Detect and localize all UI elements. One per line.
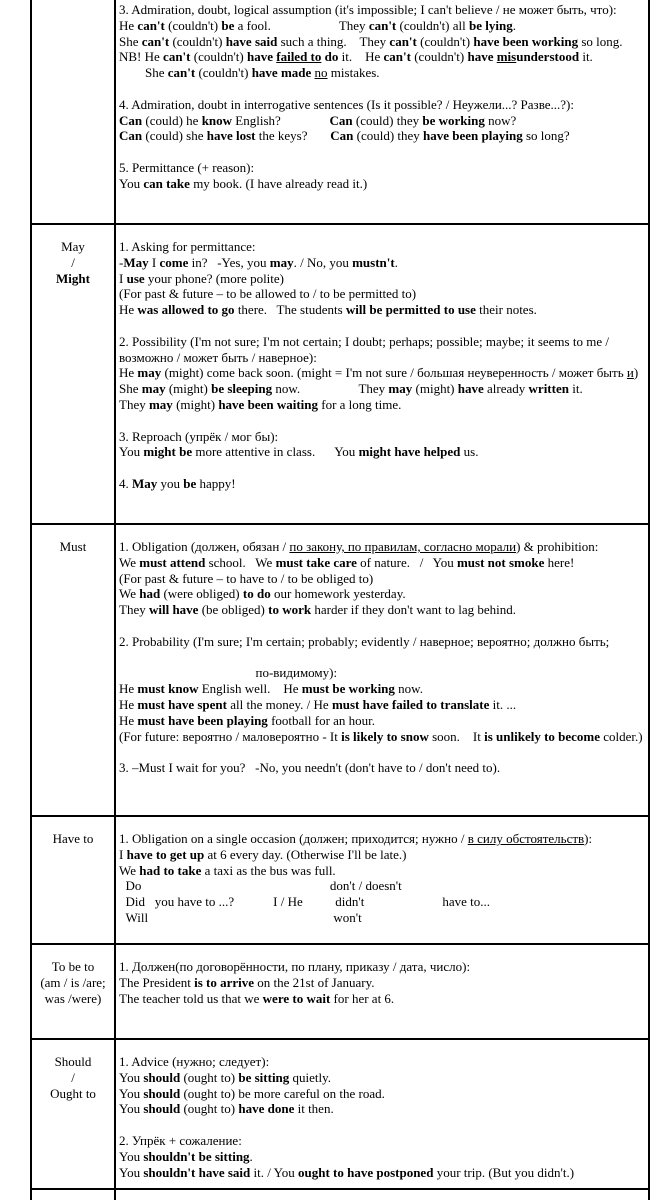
rule-content-cell [116,1190,648,1200]
text-segment: your phone? (more polite) [144,270,284,286]
text-segment: be [183,475,197,491]
text-segment: may [388,381,413,397]
text-segment: your trip. (But you didn't.) [433,1164,575,1180]
text-line [119,429,645,445]
text-segment: our homework yesterday. [270,586,406,602]
modal-label-line [32,255,114,271]
text-segment: will have [148,602,199,618]
text-segment: colder.) [600,728,643,744]
text-line [119,713,645,729]
text-segment: quietly. [289,1069,332,1085]
text-line [119,618,645,634]
text-segment: (might) [165,381,212,397]
text-segment: (could) he [142,112,202,128]
text-segment: 4. [119,475,132,491]
text-segment: ) [633,365,639,381]
text-segment: there. The students [234,302,346,318]
text-segment: 2. Упрёк + сожаление: [119,1132,242,1148]
text-segment: Must [59,539,87,554]
text-segment: might be [143,444,193,460]
modal-label-line [32,959,114,975]
text-line [119,476,645,492]
text-segment: have made [251,65,312,81]
text-segment: be lying [469,17,513,33]
text-line [119,381,645,397]
text-segment: to do [242,586,271,602]
text-segment: failed to [276,49,322,65]
text-segment: (couldn't) [190,49,247,65]
text-segment: . / No, you [293,254,353,270]
text-segment: 1. Asking for permittance: [119,239,256,254]
text-segment: (ought to) [180,1069,239,1085]
text-segment: mis [496,49,517,65]
text-segment: had [139,586,161,602]
modal-label-cell [32,1190,116,1200]
text-line [119,144,645,160]
text-line [119,602,645,618]
text-line [119,18,645,34]
text-segment: 1. Advice (нужно; следует): [119,1054,270,1069]
text-segment: more attentive in class. You [192,444,359,460]
table-row-may-might [32,225,648,525]
text-segment: - [119,254,124,270]
text-segment: 1. Obligation (должен, обязан / [119,539,290,554]
text-segment: a taxi as the bus was full. [201,862,336,878]
text-segment: They [119,602,149,618]
text-segment: can't [389,33,417,49]
text-segment: 1. Должен(по договорённости, по плану, приказу / дата, число): [119,959,471,974]
text-segment: She [119,65,168,81]
text-segment: May [61,239,85,254]
text-segment: happy! [196,475,236,491]
modal-label-line [32,1086,114,1102]
text-segment: should [143,1101,181,1117]
text-segment: / [71,1069,75,1085]
text-segment: . [512,17,516,33]
text-segment: Have to [52,831,94,846]
text-segment: now. They [272,381,389,397]
text-segment: You [119,1164,144,1180]
text-segment: is likely to snow [341,728,429,744]
text-segment: Can [119,112,143,128]
text-segment: can't [141,33,170,49]
text-segment: use [126,270,145,286]
text-segment: harder if they don't want to lag behind. [311,602,516,618]
text-segment: in? -Yes, you [188,254,270,270]
text-line [119,894,645,910]
text-segment: по-видимому): [119,665,338,681]
text-segment: We [119,554,140,570]
text-line [119,397,645,413]
text-line [119,539,645,555]
text-segment: Should [54,1054,92,1069]
modal-label-line [32,271,114,287]
text-line [119,81,645,97]
text-segment: и [626,365,634,381]
text-segment: (For past & future – to be allowed to / to be permitted to) [119,286,417,302]
text-segment: . [394,254,398,270]
text-line [119,49,645,65]
text-segment: such a thing. They [277,33,390,49]
text-segment: you [157,475,184,491]
text-segment: a fool. They [234,17,369,33]
text-segment: You [119,1101,144,1117]
text-segment: 5. Permittance (+ reason): [119,159,255,175]
text-segment: ) & prohibition: [516,539,599,554]
modal-label-cell [32,525,116,815]
text-segment: for her at 6. [330,990,395,1006]
text-segment: We [119,862,140,878]
modal-label-line [32,1054,114,1070]
text-line [119,34,645,50]
text-line [119,729,645,745]
table-row-must [32,525,648,817]
text-segment: had to take [139,862,202,878]
text-segment: 2. Possibility (I'm not sure; I'm not certain; I doubt; perhaps; possible; maybe; it seems to me / возможно / может быть / наверное): [119,333,613,365]
text-segment: (couldn't) [416,33,474,49]
text-segment: have been working [473,33,579,49]
text-segment: can take [143,175,190,191]
text-segment: must know [137,681,199,697]
text-segment: 3. Reproach (упрёк / мог бы): [119,428,279,444]
table-row-to-be-to [32,945,648,1040]
text-line [119,239,645,255]
text-line [119,255,645,271]
text-segment: NB! He [119,49,164,65]
text-segment: (ought to) be more careful on the road. [180,1085,385,1101]
table-row-should-ought-to [32,1040,648,1190]
text-segment: (ought to) [180,1101,239,1117]
text-segment: here! [544,554,575,570]
text-segment: / [71,254,75,270]
text-segment: We [119,586,140,602]
text-segment: should [143,1069,181,1085]
text-segment: football for an hour. [267,712,376,728]
text-line [119,1149,645,1165]
text-line [119,991,645,1007]
text-segment: (might) [172,396,219,412]
text-segment: You [119,175,144,191]
text-segment: 4. Admiration, doubt in interrogative sentences (Is it possible? / Неужели...? Разве...?): [119,96,574,112]
text-segment: may [141,381,166,397]
text-segment: school. We [205,554,276,570]
text-segment: (could) she [142,128,207,144]
text-line [119,681,645,697]
text-segment: it. He [338,49,384,65]
text-segment: She [119,381,142,397]
text-line [119,760,645,776]
text-segment: ought to have postponed [297,1164,434,1180]
text-segment: us. [460,444,479,460]
rule-content-cell [116,0,648,223]
text-line [119,97,645,113]
text-segment: will be permitted to use [345,302,476,318]
text-segment: have lost [206,128,256,144]
text-segment: You [119,444,144,460]
text-segment: Can [330,128,354,144]
text-line [119,2,645,18]
text-segment: He [119,365,138,381]
text-segment: (couldn't) [410,49,468,65]
text-line [119,302,645,318]
text-segment: have [457,381,484,397]
text-segment: were to wait [262,990,331,1006]
text-segment: She [119,33,142,49]
text-segment: be [221,17,235,33]
text-segment: (be obliged) [198,602,269,618]
text-segment: (For future: вероятно / маловероятно - It [119,728,342,744]
text-segment: on the 21st of January. [254,974,375,990]
text-line [119,128,645,144]
text-segment: must have failed to translate [331,696,490,712]
text-segment: English well. He [198,681,302,697]
text-segment: come [159,254,189,270]
text-segment: (could) they [352,112,423,128]
text-segment: May [132,475,158,491]
text-segment: have done [238,1101,295,1117]
text-segment: it. / You [250,1164,298,1180]
text-segment: have been waiting [218,396,318,412]
text-line [119,176,645,192]
text-segment: Ought to [50,1085,96,1101]
text-line [119,1117,645,1133]
text-segment: ): [584,831,593,846]
text-line [119,318,645,334]
text-line [119,863,645,879]
text-segment: must not smoke [456,554,545,570]
text-segment: know [201,112,233,128]
text-segment: (For past & future – to have to / to be obliged to) [119,570,374,586]
text-segment: might have helped [358,444,461,460]
text-segment: (might) come back soon. (might = I'm not sure / большая неуверенность / может быть [161,365,627,381]
text-line [119,460,645,476]
text-line [119,586,645,602]
text-line [119,910,645,926]
modal-label-line [32,975,114,991]
text-segment: for a long time. [317,396,402,412]
text-segment: was allowed to go [137,302,235,318]
text-segment: 1. Obligation on a single occasion (должен; приходится; нужно / [119,831,468,846]
text-segment: (couldn't) [164,17,222,33]
text-segment: already [483,381,529,397]
text-segment: (couldn't) [195,65,252,81]
rule-content-cell [116,225,648,523]
text-segment: to work [268,602,312,618]
text-segment: He [119,302,138,318]
text-line [119,975,645,991]
text-segment: must attend [139,554,206,570]
modal-label-line [32,991,114,1007]
text-segment: at 6 every day. (Otherwise I'll be late.) [204,846,407,862]
text-line [119,555,645,571]
text-segment: it then. [294,1101,334,1117]
text-line [119,1054,645,1070]
text-line [119,744,645,760]
text-segment: is unlikely to become [484,728,601,744]
text-segment: You [119,1069,144,1085]
text-segment: have been playing [423,128,523,144]
text-segment: Can [329,112,353,128]
text-segment: He [119,696,138,712]
rule-content-cell [116,945,648,1038]
text-segment: must have been playing [137,712,268,728]
modal-label-line [32,539,114,555]
text-segment: be sleeping [211,381,273,397]
text-line [119,1101,645,1117]
text-line [119,1133,645,1149]
text-segment: (could) they [353,128,424,144]
text-segment: can't [383,49,411,65]
text-segment: the keys? [255,128,331,144]
text-segment: He [119,17,138,33]
text-segment: (couldn't) all [396,17,470,33]
text-segment: must be working [301,681,395,697]
text-segment: mustn't [352,254,395,270]
text-segment: it. [568,381,583,397]
text-segment: mistakes. [327,65,380,81]
text-segment: written [528,381,569,397]
text-line [119,571,645,587]
text-segment: have [247,49,277,65]
modal-label-line [32,831,114,847]
text-segment: of nature. / You [356,554,457,570]
text-segment: must take care [275,554,357,570]
text-line [119,160,645,176]
text-segment: I [119,270,127,286]
grammar-table [30,0,650,1200]
text-segment: understood [516,49,580,65]
text-segment: You [119,1148,144,1164]
text-line [119,271,645,287]
text-line [119,65,645,81]
text-segment: Might [56,270,90,286]
text-segment: To be to [51,959,95,974]
text-segment: can't [137,17,165,33]
text-segment: shouldn't be sitting [143,1148,250,1164]
rule-content-cell [116,1040,648,1188]
text-segment: all the money. / He [227,696,332,712]
text-segment: 2. Probability (I'm sure; I'm certain; probably; evidently / наверное; вероятно; должно быть; [119,633,610,649]
text-segment: should [143,1085,181,1101]
modal-label-line [32,1070,114,1086]
text-segment: be sitting [238,1069,290,1085]
text-segment: may [269,254,294,270]
text-segment: You [119,1085,144,1101]
text-line [119,1086,645,1102]
text-segment: so long? [522,128,570,144]
text-segment: May [123,254,149,270]
text-line [119,831,645,847]
text-line [119,634,645,650]
text-segment: can't [368,17,397,33]
text-segment: He [119,712,138,728]
text-segment: в силу обстоятельств [467,831,585,846]
text-segment: I [119,846,127,862]
text-segment: is to arrive [194,974,255,990]
modal-label-cell [32,1040,116,1188]
text-segment: have [467,49,497,65]
text-segment: so long. [578,33,623,49]
text-segment: must have spent [137,696,227,712]
modal-label-line [32,239,114,255]
text-line [119,1070,645,1086]
rule-content-cell [116,817,648,943]
text-segment: my book. (I have already read it.) [189,175,368,191]
text-segment: The President [119,974,195,990]
text-segment: can't [167,65,196,81]
text-segment: 3. –Must I wait for you? -No, you needn't (don't have to / don't need to). [119,760,501,776]
rule-content-cell [116,525,648,815]
text-segment: 3. Admiration, doubt, logical assumption (it's impossible; I can't believe / не может быть, что): [119,2,617,17]
text-line [119,444,645,460]
text-segment: I [148,254,160,270]
text-line [119,413,645,429]
text-segment: (were obliged) [160,586,243,602]
text-segment: have to get up [126,846,205,862]
text-segment: do [321,49,339,65]
text-segment: may [137,365,162,381]
text-line [119,959,645,975]
text-line [119,878,645,894]
text-segment: can't [163,49,191,65]
text-segment: no [314,65,328,81]
text-segment: it. [579,49,593,65]
table-row-next-row-partial [32,1190,648,1200]
text-line [119,665,645,681]
text-segment: (might) [412,381,458,397]
text-segment: their notes. [475,302,537,318]
text-line [119,334,645,366]
text-segment: по закону, по правилам, согласно морали [289,539,517,554]
text-segment: may [148,396,173,412]
text-line [119,650,645,666]
text-line [119,697,645,713]
text-segment: have said [225,33,278,49]
modal-label-cell [32,225,116,523]
text-segment: Can [119,128,143,144]
text-segment: They [119,396,149,412]
modal-label-cell [32,0,116,223]
text-segment: Will won't [119,909,362,925]
table-row-can-continued [32,0,648,225]
text-segment: The teacher told us that we [119,990,263,1006]
text-line [119,847,645,863]
text-segment: shouldn't have said [143,1164,251,1180]
modal-label-cell [32,817,116,943]
text-line [119,286,645,302]
text-segment: (am / is /are; [40,974,106,990]
modal-label-cell [32,945,116,1038]
text-segment: it. ... [489,696,517,712]
text-line [119,113,645,129]
text-segment: Do don't / doesn't [119,878,402,894]
table-row-have-to [32,817,648,945]
text-line [119,365,645,381]
text-segment: was /were) [44,990,102,1006]
text-segment: now. [394,681,423,697]
text-segment: now? [484,112,517,128]
text-line [119,1165,645,1181]
text-segment: He [119,681,138,697]
text-segment: soon. It [428,728,485,744]
text-segment: English? [232,112,330,128]
text-segment: be working [422,112,485,128]
text-segment: . [249,1148,253,1164]
text-segment: Did you have to ...? I / He didn't have to... [119,894,490,910]
text-segment: (couldn't) [169,33,226,49]
